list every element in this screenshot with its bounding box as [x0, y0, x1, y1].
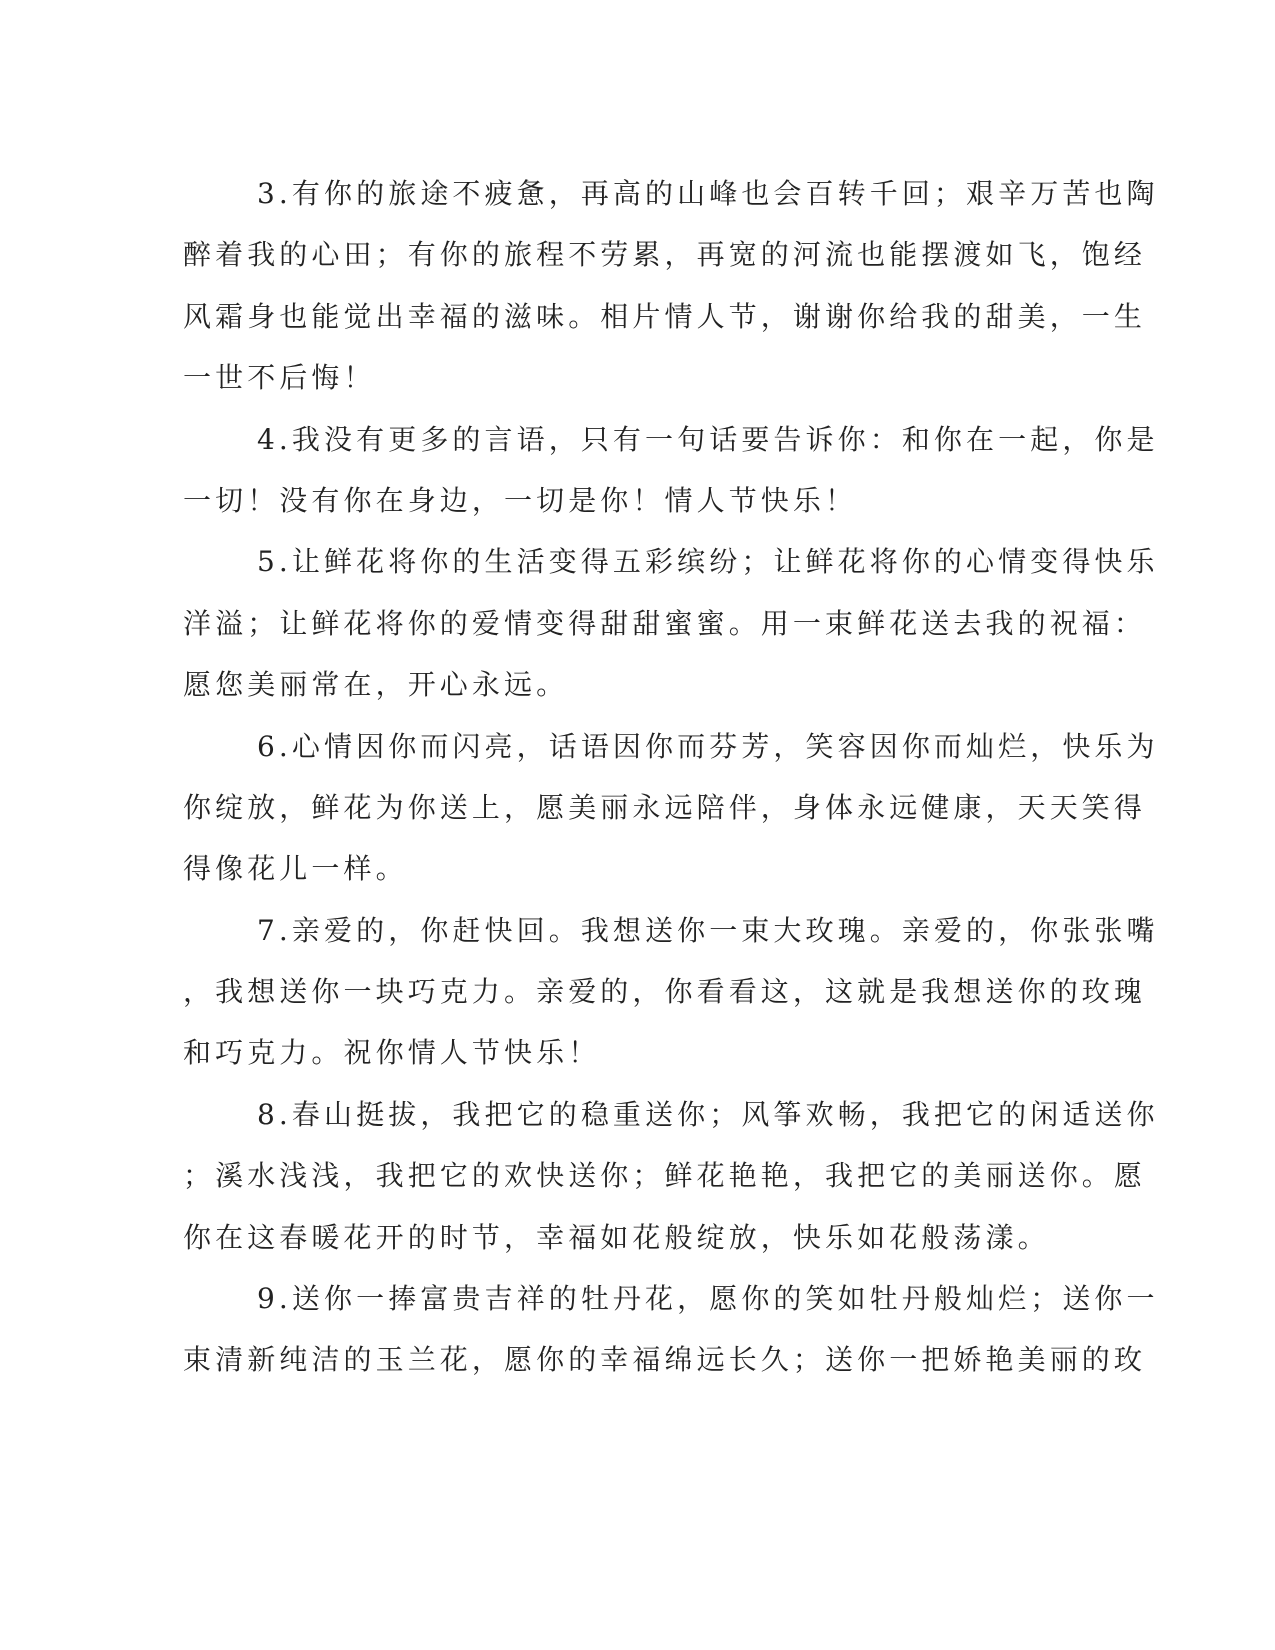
paragraph-line: 束清新纯洁的玉兰花，愿你的幸福绵远长久；送你一把娇艳美丽的玫 — [183, 1343, 1147, 1377]
paragraph-line: 5.让鲜花将你的生活变得五彩缤纷；让鲜花将你的心情变得快乐 — [257, 545, 1159, 579]
paragraph-line: 4.我没有更多的言语，只有一句话要告诉你：和你在一起，你是 — [257, 422, 1159, 456]
paragraph-3 — [183, 163, 1159, 409]
paragraph-line: 愿您美丽常在，开心永远。 — [183, 668, 569, 702]
paragraph-5 — [183, 531, 1159, 715]
paragraph-line: ，我想送你一块巧克力。亲爱的，你看看这，这就是我想送你的玫瑰 — [183, 975, 1147, 1009]
paragraph-8 — [183, 1084, 1159, 1268]
paragraph-line: 洋溢；让鲜花将你的爱情变得甜甜蜜蜜。用一束鲜花送去我的祝福： — [183, 606, 1147, 640]
paragraph-line: 一切！没有你在身边，一切是你！情人节快乐！ — [183, 483, 858, 517]
paragraph-line: 8.春山挺拔，我把它的稳重送你；风筝欢畅，我把它的闲适送你 — [257, 1097, 1159, 1131]
paragraph-line: 和巧克力。祝你情人节快乐！ — [183, 1036, 601, 1070]
document-body — [183, 163, 1159, 1391]
paragraph-line: 你在这春暖花开的时节，幸福如花般绽放，快乐如花般荡漾。 — [183, 1220, 1050, 1254]
paragraph-4 — [183, 409, 1159, 532]
paragraph-line: 醉着我的心田；有你的旅程不劳累，再宽的河流也能摆渡如飞，饱经 — [183, 238, 1147, 272]
paragraph-line: 你绽放，鲜花为你送上，愿美丽永远陪伴，身体永远健康，天天笑得 — [183, 790, 1147, 824]
paragraph-line: 7.亲爱的，你赶快回。我想送你一束大玫瑰。亲爱的，你张张嘴 — [257, 913, 1159, 947]
paragraph-line: 一世不后悔！ — [183, 361, 376, 395]
paragraph-line: 得像花儿一样。 — [183, 852, 408, 886]
paragraph-line: 风霜身也能觉出幸福的滋味。相片情人节，谢谢你给我的甜美，一生 — [183, 299, 1147, 333]
paragraph-line: 3.有你的旅途不疲惫，再高的山峰也会百转千回；艰辛万苦也陶 — [257, 177, 1159, 210]
paragraph-line: 9.送你一捧富贵吉祥的牡丹花，愿你的笑如牡丹般灿烂；送你一 — [257, 1282, 1159, 1316]
paragraph-9 — [183, 1268, 1159, 1391]
paragraph-6 — [183, 716, 1159, 900]
paragraph-7 — [183, 900, 1159, 1084]
paragraph-line: ；溪水浅浅，我把它的欢快送你；鲜花艳艳，我把它的美丽送你。愿 — [183, 1159, 1147, 1193]
paragraph-line: 6.心情因你而闪亮，话语因你而芬芳，笑容因你而灿烂，快乐为 — [257, 729, 1159, 763]
